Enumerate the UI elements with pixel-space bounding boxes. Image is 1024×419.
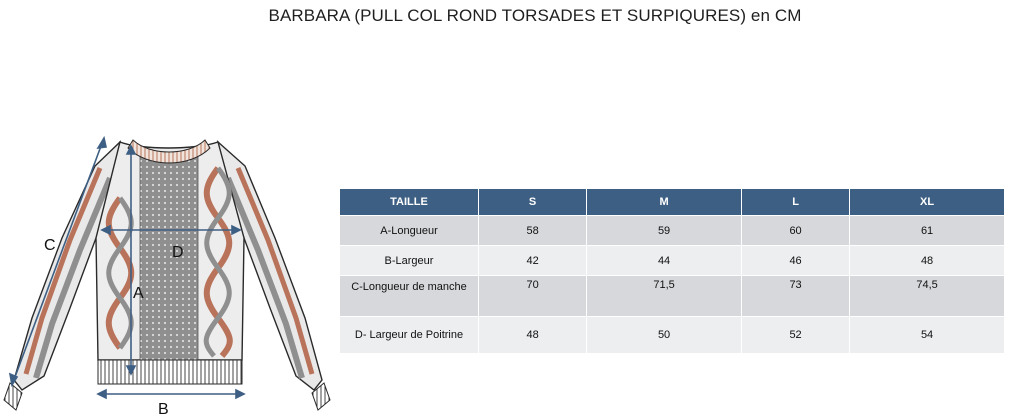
cell-value: 58: [479, 216, 587, 246]
cell-value: 50: [587, 317, 742, 354]
header-taille: TAILLE: [340, 189, 479, 216]
cell-value: 44: [587, 246, 742, 276]
cell-value: 59: [587, 216, 742, 246]
cell-value: 48: [479, 317, 587, 354]
cell-value: 42: [479, 246, 587, 276]
row-label: B-Largeur: [340, 246, 479, 276]
header-xl: XL: [850, 189, 1005, 216]
cell-value: 60: [741, 216, 849, 246]
cell-value: 48: [850, 246, 1005, 276]
cell-value: 54: [850, 317, 1005, 354]
label-a: A: [133, 285, 144, 302]
measure-line-c: [12, 138, 104, 385]
sweater-illustration: [0, 128, 340, 419]
cell-value: 70: [479, 276, 587, 317]
center-panel: [140, 152, 198, 360]
label-b: B: [158, 401, 169, 418]
label-c: C: [44, 237, 56, 254]
table-row: [340, 216, 1005, 246]
cell-value: 52: [741, 317, 849, 354]
table-row: [340, 317, 1005, 354]
table-row: [340, 246, 1005, 276]
header-l: L: [741, 189, 849, 216]
label-d: D: [172, 244, 184, 261]
row-label: C-Longueur de manche: [340, 276, 479, 317]
table-header-row: [340, 189, 1005, 216]
cell-value: 46: [741, 246, 849, 276]
cell-value: 74,5: [850, 276, 1005, 317]
cell-value: 73: [741, 276, 849, 317]
hem-ribbing: [98, 360, 242, 384]
cell-value: 61: [850, 216, 1005, 246]
row-label: D- Largeur de Poitrine: [340, 317, 479, 354]
header-s: S: [479, 189, 587, 216]
page-title: BARBARA (PULL COL ROND TORSADES ET SURPIQURES) en CM: [268, 6, 802, 25]
table-row: [340, 276, 1005, 317]
sweater-diagram: [0, 128, 340, 419]
header-m: M: [587, 189, 742, 216]
cell-value: 71,5: [587, 276, 742, 317]
size-table: [339, 189, 1005, 354]
row-label: A-Longueur: [340, 216, 479, 246]
